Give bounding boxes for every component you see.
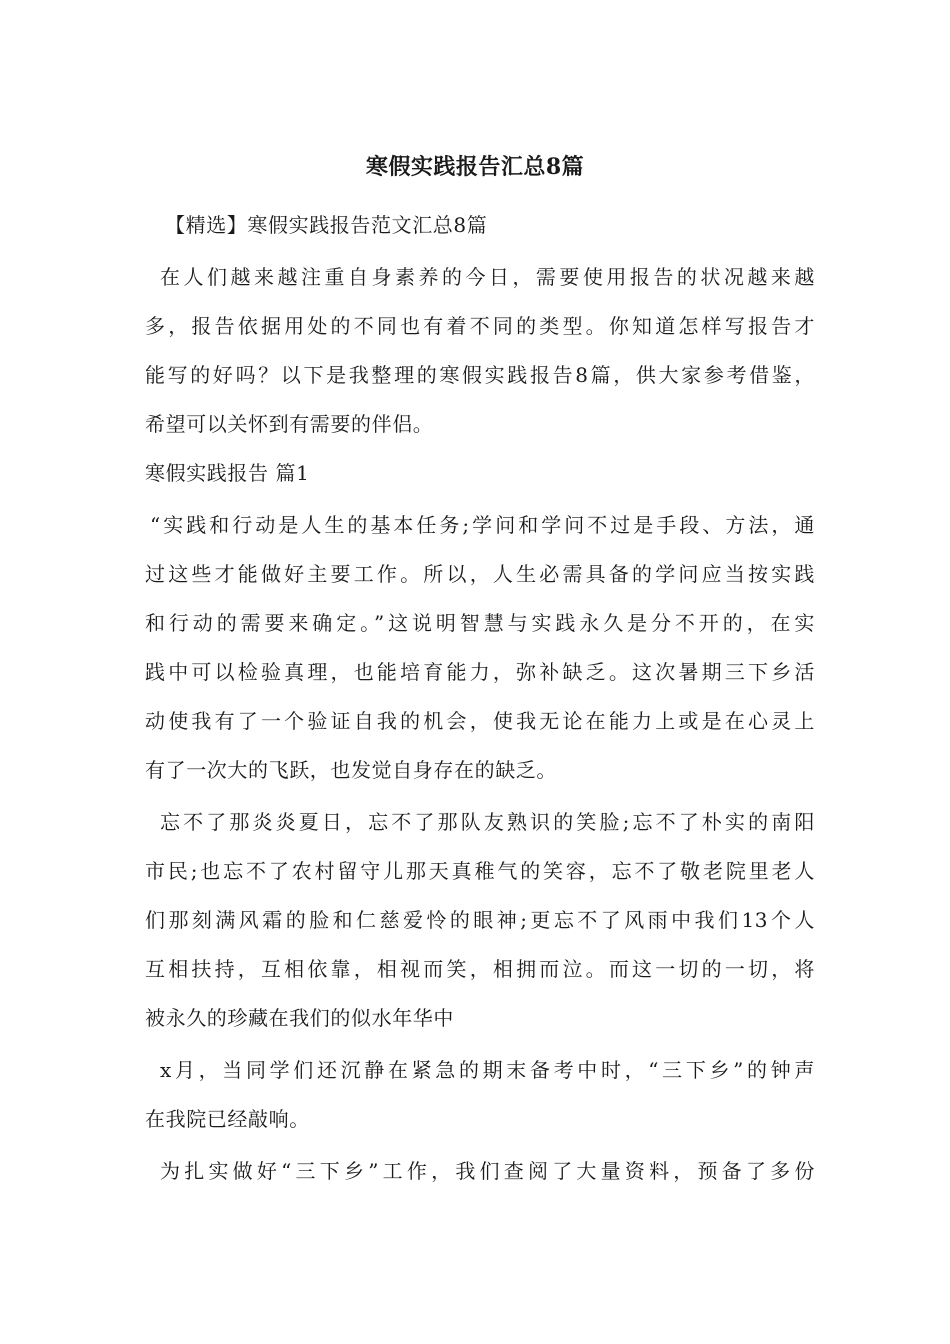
paragraph-line: 动使我有了一个验证自我的机会，使我无论在能力上或是在心灵上 — [145, 709, 815, 733]
paragraph-line: 在我院已经敲响。 — [145, 1107, 310, 1131]
paragraph-line: 被永久的珍藏在我们的似水年华中 — [145, 1006, 454, 1030]
paragraph-line: 过这些才能做好主要工作。所以，人生必需具备的学问应当按实践 — [145, 562, 815, 586]
document-title: 寒假实践报告汇总8篇 — [365, 154, 585, 180]
paragraph-line: 和行动的需要来确定。”这说明智慧与实践永久是分不开的，在实 — [145, 611, 815, 635]
paragraph-line: x月，当同学们还沉静在紧急的期末备考中时，“三下乡”的钟声 — [160, 1058, 815, 1082]
paragraph-line: 互相扶持，互相依靠，相视而笑，相拥而泣。而这一切的一切，将 — [145, 957, 815, 981]
section-heading: 寒假实践报告 篇1 — [145, 461, 310, 485]
document-subtitle: 【精选】寒假实践报告范文汇总8篇 — [165, 213, 488, 237]
intro-line: 希望可以关怀到有需要的伴侣。 — [145, 412, 434, 436]
intro-line: 多，报告依据用处的不同也有着不同的类型。你知道怎样写报告才 — [145, 314, 815, 338]
paragraph-line: 忘不了那炎炎夏日，忘不了那队友熟识的笑脸;忘不了朴实的南阳 — [160, 810, 815, 834]
paragraph-line: 践中可以检验真理，也能培育能力，弥补缺乏。这次暑期三下乡活 — [145, 660, 815, 684]
paragraph-line: “实践和行动是人生的基本任务;学问和学问不过是手段、方法，通 — [150, 513, 815, 537]
intro-line: 能写的好吗？以下是我整理的寒假实践报告8篇，供大家参考借鉴， — [145, 363, 815, 387]
paragraph-line: 为扎实做好“三下乡”工作，我们查阅了大量资料，预备了多份 — [160, 1159, 815, 1183]
intro-line: 在人们越来越注重自身素养的今日，需要使用报告的状况越来越 — [160, 265, 815, 289]
paragraph-line: 有了一次大的飞跃，也发觉自身存在的缺乏。 — [145, 758, 557, 782]
paragraph-line: 市民;也忘不了农村留守儿那天真稚气的笑容，忘不了敬老院里老人 — [145, 859, 815, 883]
paragraph-line: 们那刻满风霜的脸和仁慈爱怜的眼神;更忘不了风雨中我们13个人 — [145, 908, 815, 932]
